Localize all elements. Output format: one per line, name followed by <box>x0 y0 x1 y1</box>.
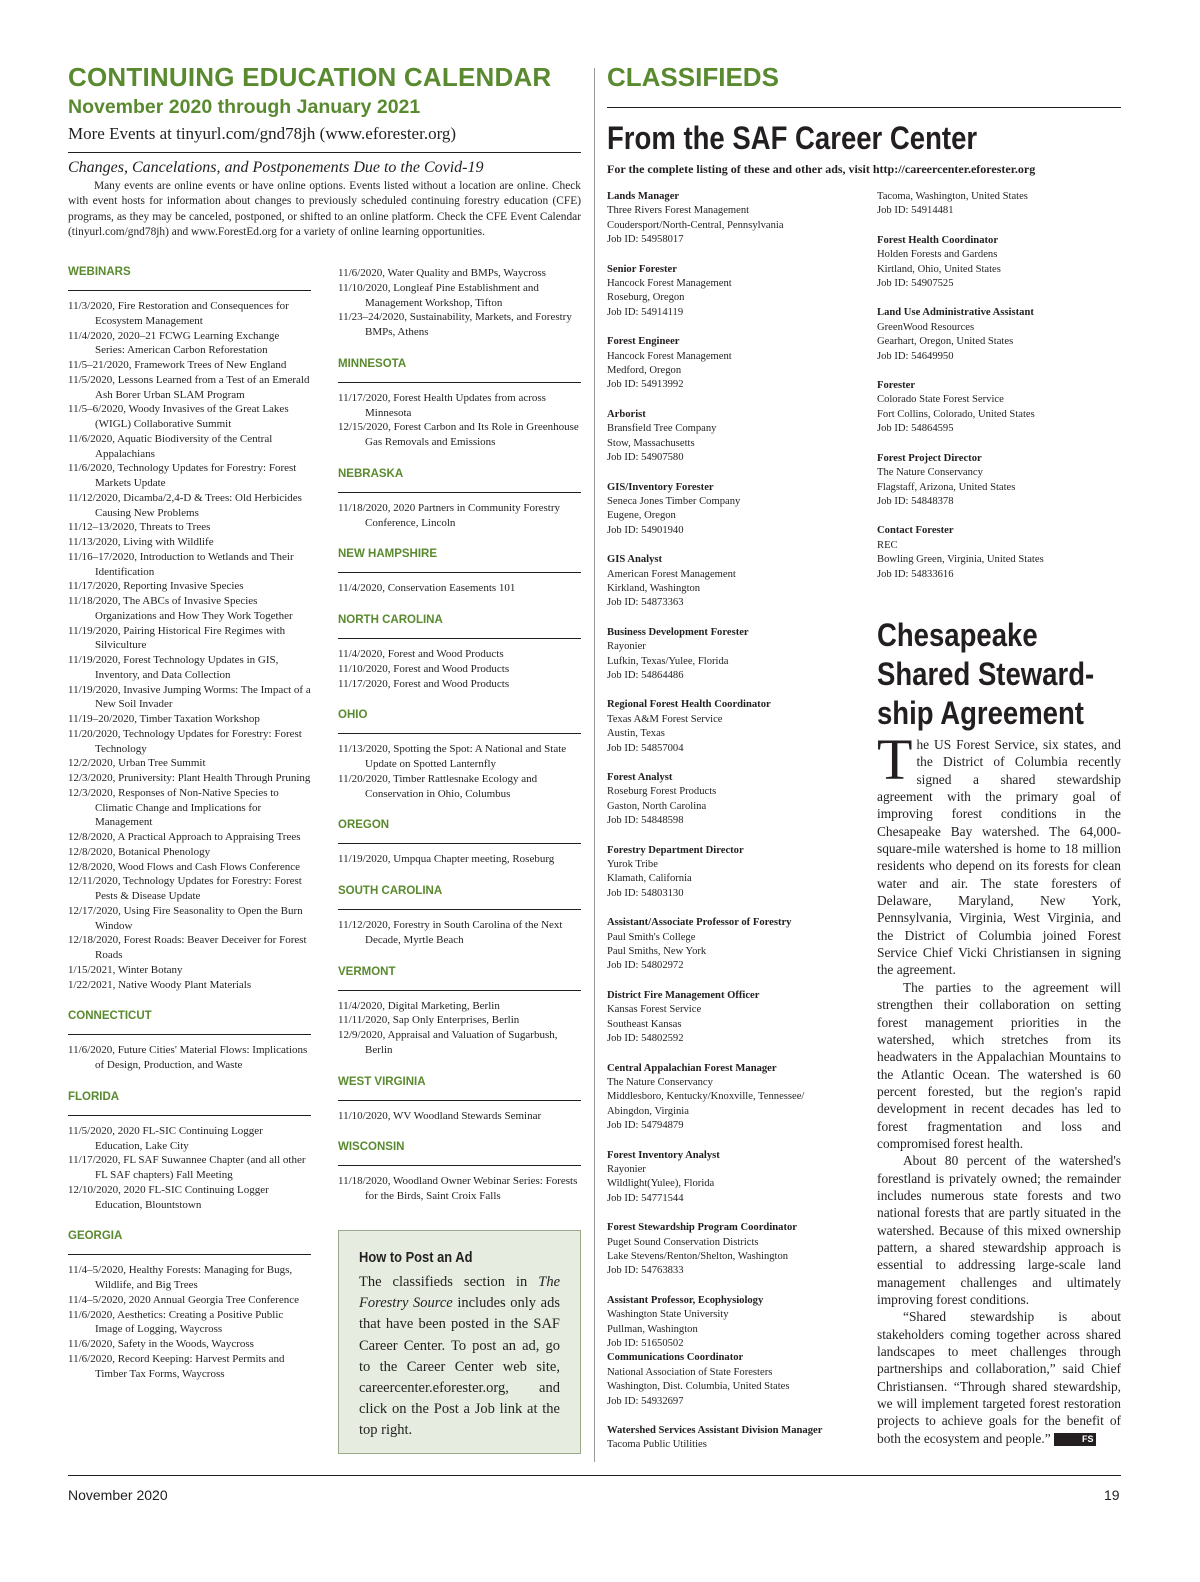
job-detail: Gaston, North Carolina <box>607 800 707 812</box>
job-detail: Job ID: 54932697 <box>607 1395 684 1407</box>
post-ad-text: The classifieds section in <box>359 1274 539 1290</box>
career-center-subtitle: For the complete listing of these and other ads, visit http://careercenter.eforester.org <box>607 162 1036 176</box>
job-listing[interactable] <box>607 1149 859 1207</box>
event-item: 12/8/2020, A Practical Approach to Appraising Trees <box>68 831 301 843</box>
job-listing[interactable] <box>607 1062 859 1134</box>
event-item: 1/22/2021, Native Woody Plant Materials <box>68 978 252 991</box>
calendar-section <box>338 885 581 948</box>
job-title: Land Use Administrative Assistant <box>877 307 1034 319</box>
job-listing[interactable] <box>607 408 859 466</box>
event-item: 11/19/2020, Pairing Historical Fire Regimes with Silviculture <box>68 624 286 652</box>
calendar-column-1 <box>68 266 311 1399</box>
job-title: Watershed Services Assistant Division Manager <box>607 1425 823 1437</box>
job-detail: Flagstaff, Arizona, United States <box>877 481 1016 493</box>
event-item: 12/11/2020, Technology Updates for Forestry: Forest Pests & Disease Update <box>68 875 302 902</box>
event-item: 12/8/2020, Botanical Phenology <box>68 845 211 858</box>
event-item: 12/2/2020, Urban Tree Summit <box>68 757 206 770</box>
job-listing[interactable] <box>607 698 859 756</box>
job-detail: Job ID: 54873363 <box>607 597 684 609</box>
career-center-title: From the SAF Career Center <box>607 120 978 156</box>
event-item: 11/5/2020, 2020 FL-SIC Continuing Logger Education, Lake City <box>68 1124 263 1152</box>
job-title: Arborist <box>607 408 646 420</box>
event-item: 11/18/2020, Woodland Owner Webinar Series: Forests for the Birds, Saint Croix Falls <box>338 1175 578 1202</box>
event-item: 11/10/2020, Forest and Wood Products <box>338 662 510 675</box>
job-detail: Job ID: 54794879 <box>607 1120 684 1132</box>
event-item: 11/4/2020, 2020–21 FCWG Learning Exchange Series: American Carbon Reforestation <box>68 329 280 357</box>
event-item: 11/4/2020, Conservation Easements 101 <box>338 582 516 595</box>
calendar-title: CONTINUING EDUCATION CALENDAR <box>68 62 552 92</box>
column-divider <box>594 68 595 1462</box>
job-detail: Coudersport/North-Central, Pennsylvania <box>607 219 784 231</box>
job-detail: Abingdon, Virginia <box>607 1105 689 1117</box>
event-item: 11/12/2020, Forestry in South Carolina of the Next Decade, Myrtle Beach <box>338 919 563 946</box>
job-detail: Job ID: 54802972 <box>607 960 684 972</box>
job-title: Contact Forester <box>877 525 954 537</box>
calendar-more-events[interactable]: More Events at tinyurl.com/gnd78jh (www.eforester.org) <box>68 124 457 143</box>
event-item: 11/10/2020, Longleaf Pine Establishment and Management Workshop, Tifton <box>338 281 539 309</box>
calendar-column-2 <box>338 266 581 1222</box>
section-heading: WEST VIRGINIA <box>338 1076 581 1101</box>
job-detail: Wildlight(Yulee), Florida <box>607 1178 715 1190</box>
job-detail: Job ID: 54771544 <box>607 1192 684 1204</box>
section-heading: FLORIDA <box>68 1091 311 1116</box>
event-item: 11/5–6/2020, Woody Invasives of the Great Lakes (WIGL) Collaborative Summit <box>68 403 289 430</box>
classifieds-title: CLASSIFIEDS <box>607 62 779 92</box>
event-item: 11/12–13/2020, Threats to Trees <box>68 521 211 534</box>
event-item: 11/11/2020, Sap Only Enterprises, Berlin <box>338 1014 520 1027</box>
job-title: Business Development Forester <box>607 626 749 638</box>
job-listing[interactable] <box>607 553 859 611</box>
event-item: 11/20/2020, Timber Rattlesnake Ecology and Conservation in Ohio, Columbus <box>338 772 538 800</box>
calendar-section <box>338 966 581 1058</box>
job-detail: Gearhart, Oregon, United States <box>877 336 1014 348</box>
section-heading: NEBRASKA <box>338 468 581 493</box>
job-detail: Kansas Forest Service <box>607 1004 702 1016</box>
event-item: 11/18/2020, 2020 Partners in Community Forestry Conference, Lincoln <box>338 501 561 529</box>
job-listing[interactable] <box>607 989 859 1047</box>
event-item: 11/17/2020, Reporting Invasive Species <box>68 580 244 593</box>
calendar-section <box>338 709 581 801</box>
job-detail: Job ID: 54649950 <box>877 350 954 362</box>
article-title-line: Shared Steward- <box>877 656 1095 692</box>
event-item: 11/6/2020, Future Cities' Material Flows: Implications of Design, Production, and Waste <box>68 1044 308 1071</box>
page-number: 19 <box>1104 1487 1120 1503</box>
event-item: 11/6/2020, Water Quality and BMPs, Waycross <box>338 267 546 279</box>
job-listing[interactable] <box>607 626 859 684</box>
drop-cap: T <box>877 727 913 792</box>
job-detail: Eugene, Oregon <box>607 510 676 522</box>
section-heading: WEBINARS <box>68 266 311 291</box>
event-item: 11/10/2020, WV Woodland Stewards Seminar <box>338 1109 542 1122</box>
job-listing[interactable] <box>877 190 1121 219</box>
calendar-section <box>338 1076 581 1124</box>
how-to-post-ad-box <box>338 1230 581 1454</box>
section-heading: OREGON <box>338 819 581 844</box>
event-item: 12/10/2020, 2020 FL-SIC Continuing Logger Education, Blountstown <box>68 1183 269 1211</box>
post-ad-publication: The Forestry Source <box>359 1274 560 1312</box>
event-item: 11/17/2020, Forest and Wood Products <box>338 677 510 690</box>
job-listing[interactable] <box>607 1424 859 1453</box>
section-heading: VERMONT <box>338 966 581 991</box>
job-detail: Job ID: 54914481 <box>877 205 954 217</box>
end-mark-icon: FS <box>1054 1433 1096 1446</box>
job-detail: Kirkland, Washington <box>607 582 701 594</box>
calendar-section <box>338 358 581 450</box>
job-listing[interactable] <box>877 452 1121 510</box>
job-detail: Bransfield Tree Company <box>607 423 717 435</box>
event-item: 11/12/2020, Dicamba/2,4-D & Trees: Old Herbicides Causing New Problems <box>68 491 302 519</box>
article-paragraph <box>877 1308 1121 1447</box>
covid-notice-title: Changes, Cancelations, and Postponements Due to the Covid-19 <box>68 159 484 176</box>
job-detail: GreenWood Resources <box>877 321 975 333</box>
job-detail: Roseburg, Oregon <box>607 292 685 304</box>
event-item: 12/8/2020, Wood Flows and Cash Flows Conference <box>68 860 301 873</box>
section-heading: MINNESOTA <box>338 358 581 383</box>
job-title: Forest Inventory Analyst <box>607 1149 720 1161</box>
job-title: Regional Forest Health Coordinator <box>607 699 771 711</box>
job-detail: Hancock Forest Management <box>607 278 732 290</box>
job-detail: Job ID: 54958017 <box>607 234 684 246</box>
footer-rule <box>68 1475 1121 1476</box>
calendar-section <box>68 1091 311 1213</box>
calendar-section-continued <box>338 266 581 340</box>
job-detail: Stow, Massachusetts <box>607 437 695 449</box>
job-detail: Texas A&M Forest Service <box>607 713 723 725</box>
job-detail: Tacoma, Washington, United States <box>877 191 1028 202</box>
job-detail: Paul Smiths, New York <box>607 946 707 958</box>
article-title-line: Chesapeake <box>877 617 1038 653</box>
job-detail: Job ID: 54763833 <box>607 1265 684 1277</box>
job-title: District Fire Management Officer <box>607 989 760 1001</box>
calendar-subtitle: November 2020 through January 2021 <box>68 96 421 118</box>
job-listing[interactable] <box>607 335 859 393</box>
event-item: 12/3/2020, Responses of Non-Native Species to Climatic Change and Implications for Management <box>68 786 279 829</box>
job-detail: Job ID: 54848378 <box>877 495 954 507</box>
job-detail: Three Rivers Forest Management <box>607 205 750 217</box>
event-item: 11/20/2020, Technology Updates for Forestry: Forest Technology <box>68 727 302 755</box>
job-detail: Austin, Texas <box>607 728 665 740</box>
job-detail: Colorado State Forest Service <box>877 394 1004 406</box>
event-item: 12/15/2020, Forest Carbon and Its Role in Greenhouse Gas Removals and Emissions <box>338 421 579 448</box>
calendar-section <box>68 266 311 992</box>
divider <box>607 107 1121 108</box>
job-listing[interactable] <box>877 234 1121 292</box>
event-item: 11/19/2020, Forest Technology Updates in GIS, Inventory, and Data Collection <box>68 654 279 681</box>
job-title: Assistant Professor, Ecophysiology <box>607 1294 764 1306</box>
job-title: Central Appalachian Forest Manager <box>607 1062 777 1074</box>
job-detail: Job ID: 54864486 <box>607 669 684 681</box>
job-detail: Job ID: 54833616 <box>877 568 954 580</box>
job-detail: Lake Stevens/Renton/Shelton, Washington <box>607 1250 789 1262</box>
job-detail: Rayonier <box>607 1163 646 1175</box>
job-detail: Job ID: 54848598 <box>607 815 684 827</box>
section-heading: SOUTH CAROLINA <box>338 885 581 910</box>
job-detail: Holden Forests and Gardens <box>877 249 998 261</box>
job-detail: The Nature Conservancy <box>607 1076 713 1088</box>
job-detail: Paul Smith's College <box>607 931 696 943</box>
job-detail: Southeast Kansas <box>607 1018 682 1030</box>
job-title: Forester <box>877 380 916 392</box>
job-detail: Medford, Oregon <box>607 365 682 377</box>
job-detail: Lufkin, Texas/Yulee, Florida <box>607 655 729 667</box>
calendar-section <box>338 819 581 867</box>
job-listing[interactable] <box>607 916 859 974</box>
job-listing[interactable] <box>877 379 1121 437</box>
footer-date: November 2020 <box>68 1487 168 1503</box>
calendar-section <box>338 614 581 691</box>
job-detail: REC <box>877 539 898 551</box>
calendar-section <box>338 1141 581 1204</box>
calendar-section <box>338 548 581 596</box>
job-detail: Washington, Dist. Columbia, United States <box>607 1381 790 1393</box>
job-detail: Rayonier <box>607 641 646 653</box>
article-title <box>877 616 1095 733</box>
job-detail: Bowling Green, Virginia, United States <box>877 554 1044 566</box>
calendar-section <box>338 468 581 531</box>
job-detail: Washington State University <box>607 1309 729 1321</box>
job-detail: Job ID: 51650502 <box>607 1338 684 1349</box>
job-listing[interactable] <box>607 771 859 829</box>
event-item: 11/5–21/2020, Framework Trees of New England <box>68 359 287 371</box>
section-heading: GEORGIA <box>68 1230 311 1255</box>
job-detail: Job ID: 54864595 <box>877 423 954 435</box>
article-paragraph <box>877 727 1121 979</box>
job-title: Forest Project Director <box>877 452 982 464</box>
event-item: 11/4–5/2020, Healthy Forests: Managing for Bugs, Wildlife, and Big Trees <box>68 1264 293 1291</box>
job-detail: Middlesboro, Kentucky/Knoxville, Tennessee/ <box>607 1091 805 1103</box>
job-title: Forestry Department Director <box>607 844 744 856</box>
job-listing[interactable] <box>607 844 859 902</box>
job-listing[interactable] <box>607 1351 859 1409</box>
job-detail: Job ID: 54857004 <box>607 742 684 754</box>
event-item: 11/6/2020, Technology Updates for Forestry: Forest Markets Update <box>68 462 297 489</box>
job-detail: Tacoma Public Utilities <box>607 1439 707 1451</box>
article-text: “Shared stewardship is about stakeholders coming together across shared landscapes to meet challenges through partnerships and collaboration,” said Chief Christiansen. “Through shared stewardship, we will implement targeted forest restoration projects to achieve goals for the benefit of both the ecosystem and people.” <box>877 1309 1121 1446</box>
job-detail: Fort Collins, Colorado, United States <box>877 408 1035 420</box>
job-detail: Hancock Forest Management <box>607 350 732 362</box>
divider <box>68 152 581 153</box>
event-item: 11/6/2020, Safety in the Woods, Waycross <box>68 1338 254 1350</box>
event-item: 11/6/2020, Aquatic Biodiversity of the Central Appalachians <box>68 432 273 460</box>
event-item: 11/23–24/2020, Sustainability, Markets, and Forestry BMPs, Athens <box>338 311 572 338</box>
calendar-section <box>68 1010 311 1073</box>
event-item: 11/4–5/2020, 2020 Annual Georgia Tree Conference <box>68 1293 299 1306</box>
calendar-section <box>68 1230 311 1381</box>
job-listing[interactable] <box>607 1294 859 1352</box>
post-ad-body <box>359 1272 560 1442</box>
job-title: Forest Engineer <box>607 336 680 348</box>
job-detail: Job ID: 54802592 <box>607 1033 684 1045</box>
job-detail: Roseburg Forest Products <box>607 786 717 798</box>
job-listing[interactable] <box>877 524 1121 582</box>
article-title-line: ship Agreement <box>877 695 1084 731</box>
job-list-column-1 <box>607 190 859 1468</box>
event-item: 11/18/2020, The ABCs of Invasive Species Organizations and How They Work Together <box>68 595 293 622</box>
job-detail: Job ID: 54803130 <box>607 887 684 899</box>
job-title: Forest Health Coordinator <box>877 234 999 246</box>
event-item: 11/17/2020, FL SAF Suwannee Chapter (and all other FL SAF chapters) Fall Meeting <box>68 1154 306 1181</box>
job-detail: Job ID: 54901940 <box>607 524 684 536</box>
job-title: Assistant/Associate Professor of Forestry <box>607 917 792 929</box>
event-item: 11/5/2020, Lessons Learned from a Test of an Emerald Ash Borer Urban SLAM Program <box>68 373 310 401</box>
section-heading: CONNECTICUT <box>68 1010 311 1035</box>
job-listing[interactable] <box>607 263 859 321</box>
job-detail: Puget Sound Conservation Districts <box>607 1236 759 1248</box>
job-title: Communications Coordinator <box>607 1352 744 1364</box>
covid-notice-body: Many events are online events or have online options. Events listed without a location are online. Check with event hosts for information about changes to previously scheduled continuing forestry education (CFE) programs, as they may be canceled, postponed, or shifted to an online platform. Check the CFE Event Calendar (tinyurl.com/gnd78jh) and www.ForestEd.org for a variety of online learning opportunities. <box>68 180 581 238</box>
section-heading: NEW HAMPSHIRE <box>338 548 581 573</box>
job-title: Lands Manager <box>607 191 680 202</box>
job-listing[interactable] <box>877 306 1121 364</box>
job-title: GIS/Inventory Forester <box>607 481 714 493</box>
job-detail: National Association of State Foresters <box>607 1366 773 1378</box>
event-item: 11/3/2020, Fire Restoration and Consequences for Ecosystem Management <box>68 300 289 327</box>
job-detail: American Forest Management <box>607 568 736 580</box>
event-item: 12/18/2020, Forest Roads: Beaver Deceiver for Forest Roads <box>68 934 307 961</box>
section-heading: NORTH CAROLINA <box>338 614 581 639</box>
post-ad-text: includes only ads that have been posted in the SAF Career Center. To post an ad, go to the Career Center web site, careercenter.eforester.org, and click on the Post a Job link at the top right. <box>359 1295 560 1439</box>
article-paragraph: About 80 percent of the watershed's forestland is privately owned; the remainder includes numerous state forests and two national forests that are partly situated in the watershed. Because of this mixed ownership pattern, a shared stewardship approach is essential to addressing large-scale land management challenges and ultimately improving forest conditions. <box>877 1153 1121 1307</box>
event-item: 11/6/2020, Aesthetics: Creating a Positive Public Image of Logging, Waycross <box>68 1308 284 1336</box>
event-item: 11/17/2020, Forest Health Updates from across Minnesota <box>338 391 546 419</box>
job-list-column-2 <box>877 190 1121 597</box>
event-item: 12/9/2020, Appraisal and Valuation of Sugarbush, Berlin <box>338 1029 558 1056</box>
job-detail: Seneca Jones Timber Company <box>607 495 741 507</box>
job-title: GIS Analyst <box>607 554 663 566</box>
job-title: Forest Stewardship Program Coordinator <box>607 1222 797 1234</box>
event-item: 12/17/2020, Using Fire Seasonality to Open the Burn Window <box>68 904 303 932</box>
event-item: 11/13/2020, Spotting the Spot: A National and State Update on Spotted Lanternfly <box>338 743 567 770</box>
job-title: Forest Analyst <box>607 772 673 783</box>
section-heading: WISCONSIN <box>338 1141 581 1166</box>
job-detail: Yurok Tribe <box>607 859 658 871</box>
job-listing[interactable] <box>607 481 859 539</box>
article-body <box>877 727 1121 1447</box>
event-item: 11/6/2020, Record Keeping: Harvest Permits and Timber Tax Forms, Waycross <box>68 1352 285 1380</box>
job-listing[interactable] <box>607 1221 859 1279</box>
post-ad-title: How to Post an Ad <box>359 1249 473 1266</box>
event-item: 11/13/2020, Living with Wildlife <box>68 536 214 548</box>
job-detail: Klamath, California <box>607 873 692 885</box>
job-title: Senior Forester <box>607 263 677 275</box>
event-item: 11/16–17/2020, Introduction to Wetlands and Their Identification <box>68 550 294 578</box>
job-detail: Kirtland, Ohio, United States <box>877 263 1001 275</box>
job-detail: Job ID: 54907580 <box>607 452 684 464</box>
job-detail: Job ID: 54913992 <box>607 379 684 391</box>
event-item: 11/19/2020, Invasive Jumping Worms: The Impact of a New Soil Invader <box>68 683 311 711</box>
event-item: 11/19/2020, Umpqua Chapter meeting, Roseburg <box>338 853 555 866</box>
section-heading: OHIO <box>338 709 581 734</box>
job-listing[interactable] <box>607 190 859 248</box>
article-paragraph: The parties to the agreement will strengthen their collaboration on setting forest management priorities in the watershed, which stretches from its headwaters in the Appalachian Mountains to the Atlantic Ocean. The watershed is 60 percent forested, but the region's rapid development in recent decades has led to forest fragmentation and loss and compromised forest health. <box>877 979 1121 1151</box>
job-detail: Job ID: 54914119 <box>607 306 684 318</box>
job-detail: Job ID: 54907525 <box>877 278 954 290</box>
event-item: 11/19–20/2020, Timber Taxation Workshop <box>68 713 260 725</box>
article-text: he US Forest Service, six states, and the District of Columbia recently signed a shared stewardship agreement with the primary goal of improving forest conditions in the Chesapeake Bay watershed. The 64,000-square-mile watershed is home to 18 million residents who depend on its forests for clean water and air. The state foresters of Delaware, Maryland, New York, Pennsylvania, Virginia, West Virginia, and the District of Columbia joined Forest Service Chief Vicki Christiansen in signing the agreement. <box>877 737 1121 978</box>
job-detail: The Nature Conservancy <box>877 467 983 479</box>
event-item: 1/15/2021, Winter Botany <box>68 963 183 976</box>
event-item: 11/4/2020, Digital Marketing, Berlin <box>338 999 500 1012</box>
job-detail: Pullman, Washington <box>607 1323 698 1335</box>
event-item: 11/4/2020, Forest and Wood Products <box>338 648 504 660</box>
event-item: 12/3/2020, Pruniversity: Plant Health Through Pruning <box>68 772 311 784</box>
